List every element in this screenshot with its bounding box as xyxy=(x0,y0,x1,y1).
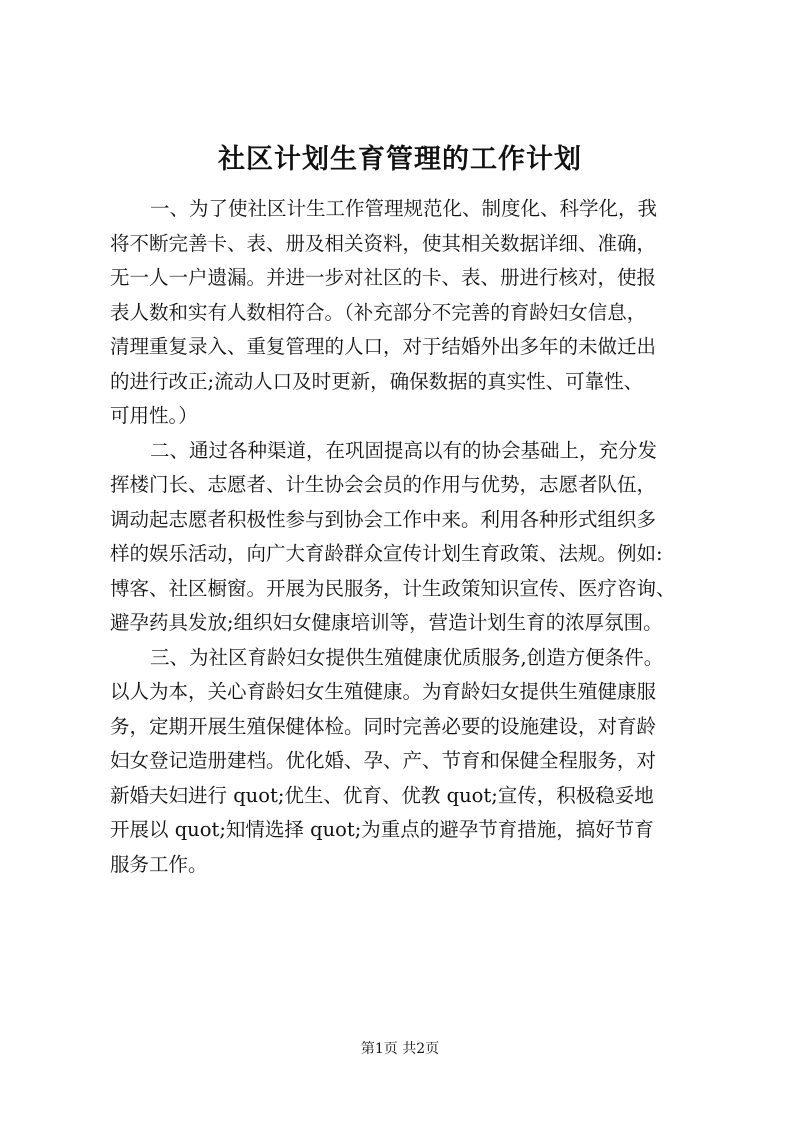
paragraph-line: 一、为了使社区计生工作管理规范化、制度化、科学化，我 xyxy=(150,197,658,220)
paragraph-line: 调动起志愿者积极性参与到协会工作中来。利用各种形式组织多 xyxy=(110,507,657,531)
paragraph-2 xyxy=(110,434,710,641)
paragraph-line: 服务工作。 xyxy=(110,852,208,876)
paragraph-3 xyxy=(110,641,710,883)
page-title: 社区计划生育管理的工作计划 xyxy=(218,144,582,175)
paragraph-line: 样的娱乐活动，向广大育龄群众宣传计划生育政策、法规。例如: xyxy=(110,542,663,565)
paragraph-line: 清理重复录入、重复管理的人口，对于结婚外出多年的未做迁出 xyxy=(110,335,657,358)
paragraph-1 xyxy=(110,192,710,434)
paragraph-line: 新婚夫妇进行 quot;优生、优育、优教 quot;宣传，积极稳妥地 xyxy=(110,783,654,807)
document-body xyxy=(110,192,710,882)
paragraph-line: 表人数和实有人数相符合。（补充部分不完善的育龄妇女信息， xyxy=(110,300,647,324)
paragraph-line: 二、通过各种渠道，在巩固提高以有的协会基础上，充分发 xyxy=(150,438,658,462)
paragraph-line: 妇女登记造册建档。优化婚、孕、产、节育和保健全程服务，对 xyxy=(110,749,657,772)
page-footer: 第1页 共2页 xyxy=(360,1041,440,1057)
paragraph-line: 的进行改正;流动人口及时更新，确保数据的真实性、可靠性、 xyxy=(110,369,644,393)
paragraph-line: 开展以 quot;知情选择 quot;为重点的避孕节育措施，搞好节育 xyxy=(110,818,654,841)
paragraph-line: 博客、社区橱窗。开展为民服务，计生政策知识宣传、医疗咨询、 xyxy=(110,576,676,600)
paragraph-line: 以人为本，关心育龄妇女生殖健康。为育龄妇女提供生殖健康服 xyxy=(110,680,657,703)
paragraph-line: 将不断完善卡、表、册及相关资料，使其相关数据详细、准确， xyxy=(110,231,657,255)
paragraph-line: 挥楼门长、志愿者、计生协会会员的作用与优势，志愿者队伍， xyxy=(110,473,657,496)
paragraph-line: 务，定期开展生殖保健体检。同时完善必要的设施建设，对育龄 xyxy=(110,714,657,738)
paragraph-line: 无一人一户遗漏。并进一步对社区的卡、表、册进行核对，使报 xyxy=(110,266,657,289)
paragraph-line: 三、为社区育龄妇女提供生殖健康优质服务,创造方便条件。 xyxy=(150,645,664,669)
paragraph-line: 避孕药具发放;组织妇女健康培训等，营造计划生育的浓厚氛围。 xyxy=(110,611,663,634)
paragraph-line: 可用性。） xyxy=(110,404,198,427)
